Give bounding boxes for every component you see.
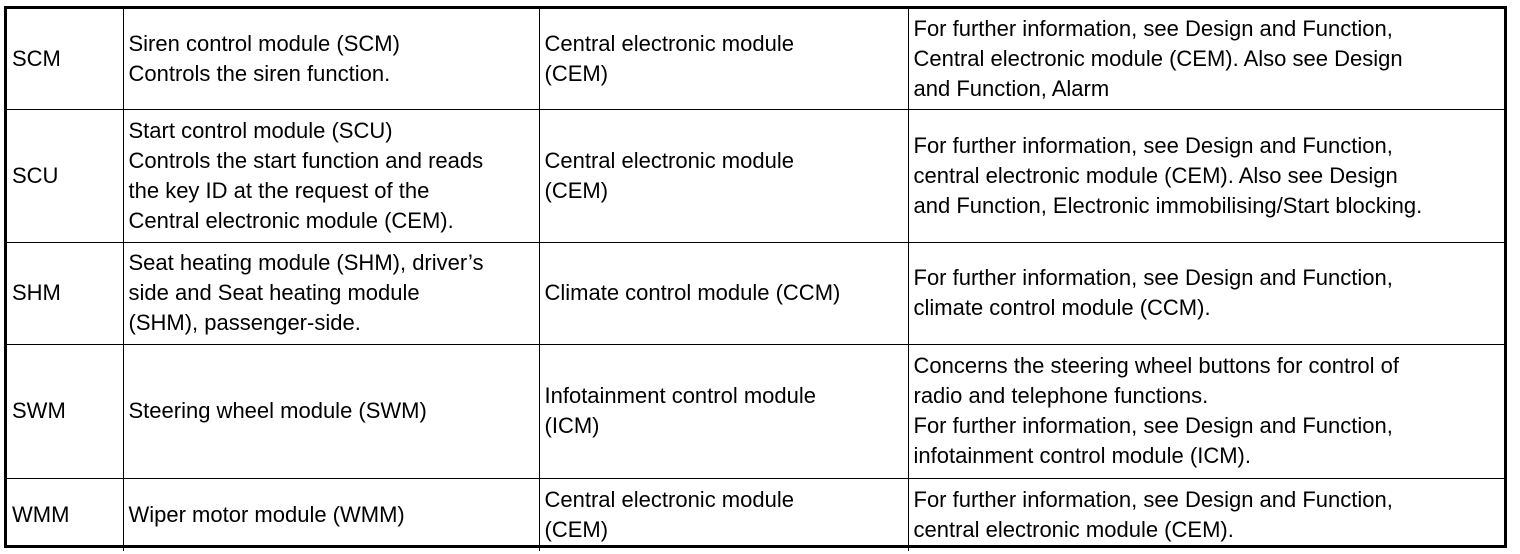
master-module-cell: Central electronic module (CEM) [539, 478, 908, 551]
module-description-cell: Wiper motor module (WMM) [123, 478, 539, 551]
module-code-cell: SCU [7, 109, 123, 242]
further-info-cell: Concerns the steering wheel buttons for control of radio and telephone functions. For further information, see Design and Function, infotainment control module (ICM). [908, 344, 1504, 478]
master-module-cell: Infotainment control module (ICM) [539, 344, 908, 478]
master-module-cell: Central electronic module (CEM) [539, 109, 908, 242]
module-description-cell: Steering wheel module (SWM) [123, 344, 539, 478]
module-code-cell: SHM [7, 242, 123, 344]
master-module-cell: Climate control module (CCM) [539, 242, 908, 344]
further-info-cell: For further information, see Design and Function, climate control module (CCM). [908, 242, 1504, 344]
module-code-cell: SCM [7, 9, 123, 109]
table-row [7, 242, 1504, 344]
table-row [7, 9, 1504, 109]
module-code-cell: SWM [7, 344, 123, 478]
module-description-cell: Start control module (SCU) Controls the start function and reads the key ID at the request of the Central electronic module (CEM). [123, 109, 539, 242]
module-table [4, 6, 1507, 548]
module-table-grid [7, 9, 1504, 551]
module-code-cell: WMM [7, 478, 123, 551]
further-info-cell: For further information, see Design and Function, central electronic module (CEM). Also see Design and Function, Electronic immobilising/Start blocking. [908, 109, 1504, 242]
table-row [7, 344, 1504, 478]
further-info-cell: For further information, see Design and Function, Central electronic module (CEM). Also see Design and Function, Alarm [908, 9, 1504, 109]
table-row [7, 109, 1504, 242]
module-description-cell: Seat heating module (SHM), driver’s side and Seat heating module (SHM), passenger-side. [123, 242, 539, 344]
table-row [7, 478, 1504, 551]
further-info-cell: For further information, see Design and Function, central electronic module (CEM). [908, 478, 1504, 551]
module-description-cell: Siren control module (SCM) Controls the siren function. [123, 9, 539, 109]
master-module-cell: Central electronic module (CEM) [539, 9, 908, 109]
